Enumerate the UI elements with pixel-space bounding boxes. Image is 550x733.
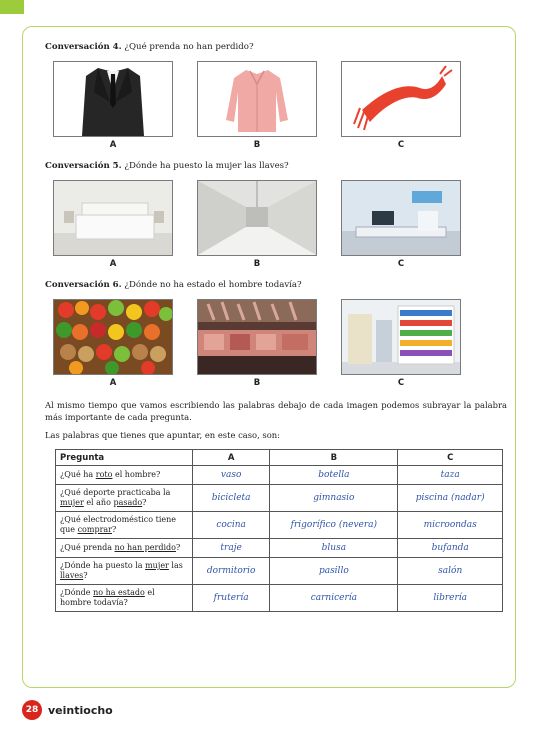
table-row	[56, 485, 503, 512]
conversation-5	[45, 161, 507, 270]
option-a	[53, 180, 173, 270]
answer-a: bicicleta	[193, 485, 270, 512]
corner-tab	[0, 0, 24, 14]
table-row	[56, 539, 503, 558]
answer-c: bufanda	[398, 539, 503, 558]
question-cell: ¿Qué prenda no han perdido?	[56, 539, 193, 558]
header-pregunta: Pregunta	[56, 450, 193, 466]
header-a: A	[193, 450, 270, 466]
table-header-row	[56, 450, 503, 466]
conversation-title: Conversación 4. ¿Qué prenda no han perdido?	[45, 42, 254, 52]
answer-b: carnicería	[270, 585, 398, 612]
conversation-title: Conversación 5. ¿Dónde ha puesto la mujer las llaves?	[45, 161, 289, 171]
page-number: 28	[22, 700, 42, 720]
bookstore-image	[341, 299, 461, 375]
intro-paragraph: Las palabras que tienes que apuntar, en este caso, son:	[45, 430, 280, 440]
answer-c: salón	[398, 558, 503, 585]
butcher-counter-image	[197, 299, 317, 375]
blouse-image	[197, 61, 317, 137]
question-cell: ¿Qué deporte practicaba la mujer el año pasado?	[56, 485, 193, 512]
answer-b: pasillo	[270, 558, 398, 585]
option-a	[53, 299, 173, 389]
answer-a: frutería	[193, 585, 270, 612]
table-row	[56, 512, 503, 539]
conversation-6	[45, 280, 507, 389]
answer-c: librería	[398, 585, 503, 612]
option-c	[341, 299, 461, 389]
option-b	[197, 180, 317, 270]
option-letter: B	[253, 259, 261, 269]
page-number-word: veintiocho	[48, 703, 113, 717]
bedroom-image	[53, 180, 173, 256]
option-letter: A	[109, 259, 117, 269]
option-letter: B	[253, 378, 261, 388]
hallway-image	[197, 180, 317, 256]
answer-b: botella	[270, 466, 398, 485]
table-row	[56, 585, 503, 612]
page-content	[45, 42, 507, 612]
option-letter: A	[109, 140, 117, 150]
conversation-title: Conversación 6. ¿Dónde no ha estado el hombre todavía?	[45, 280, 302, 290]
answers-table	[55, 449, 503, 612]
fruit-market-image	[53, 299, 173, 375]
image-row	[53, 180, 507, 270]
scarf-image	[341, 61, 461, 137]
answer-a: dormitorio	[193, 558, 270, 585]
option-c	[341, 180, 461, 270]
option-letter: B	[253, 140, 261, 150]
option-letter: C	[397, 378, 405, 388]
image-row	[53, 61, 507, 151]
header-b: B	[270, 450, 398, 466]
table-row	[56, 558, 503, 585]
answer-a: vaso	[193, 466, 270, 485]
answer-a: traje	[193, 539, 270, 558]
answer-b: blusa	[270, 539, 398, 558]
answer-b: frigorífico (nevera)	[270, 512, 398, 539]
answer-c: microondas	[398, 512, 503, 539]
option-letter: C	[397, 140, 405, 150]
question-cell: ¿Qué electrodoméstico tiene que comprar?	[56, 512, 193, 539]
conversation-4	[45, 42, 507, 151]
option-b	[197, 299, 317, 389]
answer-c: piscina (nadar)	[398, 485, 503, 512]
header-c: C	[398, 450, 503, 466]
suit-image	[53, 61, 173, 137]
living-room-image	[341, 180, 461, 256]
option-letter: C	[397, 259, 405, 269]
question-cell: ¿Dónde ha puesto la mujer las llaves?	[56, 558, 193, 585]
question-cell: ¿Qué ha roto el hombre?	[56, 466, 193, 485]
option-b	[197, 61, 317, 151]
instruction-paragraph: Al mismo tiempo que vamos escribiendo las palabras debajo de cada imagen podemos subrayar la palabra más importante de cada pregunta.	[45, 400, 507, 422]
option-c	[341, 61, 461, 151]
table-row	[56, 466, 503, 485]
answer-c: taza	[398, 466, 503, 485]
page-footer	[22, 700, 113, 720]
answer-b: gimnasio	[270, 485, 398, 512]
image-row	[53, 299, 507, 389]
option-letter: A	[109, 378, 117, 388]
option-a	[53, 61, 173, 151]
question-cell: ¿Dónde no ha estado el hombre todavía?	[56, 585, 193, 612]
answer-a: cocina	[193, 512, 270, 539]
